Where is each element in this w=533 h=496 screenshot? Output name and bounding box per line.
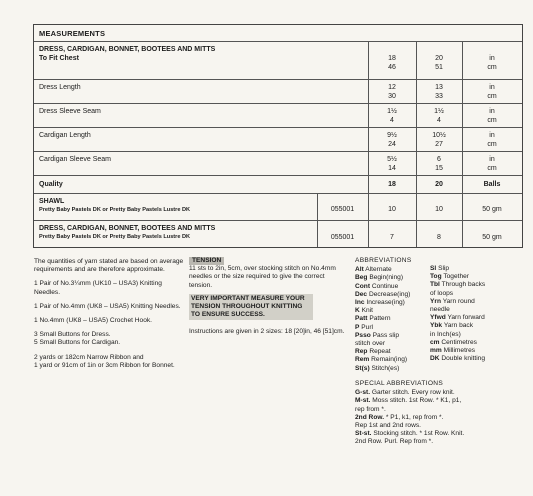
size1-in: 9½ — [387, 132, 397, 139]
size1-cm: 24 — [388, 141, 396, 148]
table-rule — [34, 151, 522, 152]
abbr-item: Tog Together — [430, 273, 469, 281]
size1-in: 18 — [388, 55, 396, 62]
abbr-item: Yfwd Yarn forward — [430, 314, 485, 322]
unit-cm: cm — [487, 165, 497, 172]
table-rule — [34, 103, 522, 104]
unit-cm: cm — [487, 117, 497, 124]
table-rule — [34, 193, 522, 194]
abbreviations-title: ABBREVIATIONS — [355, 257, 412, 264]
size2-cm: 51 — [435, 64, 443, 71]
dress-size1: 7 — [390, 234, 394, 241]
size1-in: 1½ — [387, 108, 397, 115]
abbr-item: cm Centimetres — [430, 338, 477, 346]
unit-in: in — [489, 156, 495, 163]
table-rule — [34, 175, 522, 176]
abbr-item: Ybk Yarn back — [430, 322, 474, 330]
quality-size1: 18 — [388, 181, 396, 188]
dress-unit: 50 gm — [482, 234, 502, 241]
abbr-item: Rep Repeat — [355, 348, 391, 356]
dress-code: 055001 — [330, 234, 355, 241]
shawl-size2: 10 — [435, 206, 443, 213]
abbr-item: DK Double knitting — [430, 355, 485, 363]
abbr-item: Yrn Yarn round — [430, 297, 475, 305]
dress-title: DRESS, CARDIGAN, BONNET, BOOTEES AND MITTS — [39, 225, 216, 232]
tension-text: 11 sts to 2in, 5cm, over stocking stitch on No.4mm needles or the size required to give the correct tension. — [189, 265, 336, 289]
buttons-cardigan: 5 Small Buttons for Cardigan. — [34, 339, 121, 347]
size1-cm: 46 — [388, 64, 396, 71]
abbr-item: of loops — [430, 289, 454, 297]
shawl-yarn: Pretty Baby Pastels DK or Pretty Baby Pastels Lustre DK — [39, 207, 191, 213]
unit-in: in — [489, 55, 495, 62]
table-rule — [34, 79, 522, 80]
size1-in: 5½ — [387, 156, 397, 163]
unit-cm: cm — [487, 93, 497, 100]
abbr-item: Cont Continue — [355, 282, 399, 290]
quality-unit: Balls — [483, 181, 501, 188]
size1-cm: 30 — [388, 93, 396, 100]
size2-in: 10½ — [432, 132, 446, 139]
abbr-item: Tbl Through backs — [430, 281, 486, 289]
abbr-item: P Purl — [355, 323, 373, 331]
tension-column — [189, 257, 347, 337]
ribbon-narrow: 2 yards or 182cm Narrow Ribbon and — [34, 353, 144, 361]
special-item: rep from *. — [355, 405, 386, 413]
size2-in: 6 — [437, 156, 441, 163]
shawl-title: SHAWL — [39, 198, 65, 205]
size2-cm: 33 — [435, 93, 443, 100]
materials-column — [34, 258, 184, 376]
abbr-item: needle — [430, 306, 450, 314]
abbr-item: Alt Alternate — [355, 266, 392, 274]
unit-in: in — [489, 132, 495, 139]
abbr-item: Rem Remain(ing) — [355, 356, 408, 364]
special-abbreviations — [355, 380, 527, 447]
dress-yarn: Pretty Baby Pastels DK or Pretty Baby Pastels Lustre DK — [39, 234, 191, 240]
size2-cm: 4 — [437, 117, 441, 124]
abbreviations-right — [430, 265, 530, 363]
crochet-hook: 1 No.4mm (UK8 – USA5) Crochet Hook. — [34, 317, 152, 325]
unit-cm: cm — [487, 141, 497, 148]
size1-in: 12 — [388, 84, 396, 91]
needles-small: 1 Pair of No.3¼mm (UK10 – USA3) Knitting Needles. — [34, 280, 162, 296]
special-item: St-st. Stocking stitch. * 1st Row. Knit. — [355, 430, 465, 438]
quality-label: Quality — [39, 181, 63, 188]
special-title: SPECIAL ABBREVIATIONS — [355, 380, 444, 387]
size1-cm: 4 — [390, 117, 394, 124]
unit-in: in — [489, 84, 495, 91]
tension-heading: TENSION — [189, 257, 224, 265]
unit-in: in — [489, 108, 495, 115]
special-item: G-st. Garter stitch. Every row knit. — [355, 389, 455, 397]
size2-cm: 15 — [435, 165, 443, 172]
ribbon-bonnet: 1 yard or 91cm of 1in or 3cm Ribbon for Bonnet. — [34, 361, 175, 369]
table-rule — [34, 220, 522, 221]
abbr-item: stitch over — [355, 340, 386, 348]
row-label: Cardigan Sleeve Seam — [39, 156, 111, 163]
row-label: Cardigan Length — [39, 132, 91, 139]
measurements-title: MEASUREMENTS — [39, 29, 106, 38]
buttons-dress: 3 Small Buttons for Dress. — [34, 331, 111, 339]
row-sublabel: To Fit Chest — [39, 55, 79, 62]
abbr-item: Sl Slip — [430, 265, 450, 272]
size1-cm: 14 — [388, 165, 396, 172]
row-label: Dress Sleeve Seam — [39, 108, 101, 115]
sizes-note: Instructions are given in 2 sizes: 18 [20]in, 46 [51]cm. — [189, 328, 345, 336]
table-rule — [34, 41, 522, 42]
abbreviations-left — [355, 257, 437, 373]
abbr-item: Dec Decrease(ing) — [355, 290, 411, 298]
size2-in: 13 — [435, 84, 443, 91]
abbr-item: Patt Pattern — [355, 315, 391, 323]
quality-size2: 20 — [435, 181, 443, 188]
unit-cm: cm — [487, 64, 497, 71]
tension-important: VERY IMPORTANT MEASURE YOUR TENSION THROUGHOUT KNITTING TO ENSURE SUCCESS. — [189, 294, 313, 321]
size2-in: 1½ — [434, 108, 444, 115]
size2-in: 20 — [435, 55, 443, 62]
abbr-item: St(s) Stitch(es) — [355, 364, 400, 372]
table-rule — [34, 127, 522, 128]
row-label: DRESS, CARDIGAN, BONNET, BOOTEES AND MITTS — [39, 46, 216, 53]
abbr-item: Inc Increase(ing) — [355, 299, 405, 307]
abbr-item: mm Millimetres — [430, 347, 476, 355]
yarn-note: The quantities of yarn stated are based on average requirements and are therefore approximate. — [34, 258, 184, 274]
abbr-item: Psso Pass slip — [355, 331, 399, 339]
special-item: Rep 1st and 2nd rows. — [355, 422, 421, 430]
special-item: 2nd Row. Purl. Rep from *. — [355, 438, 434, 446]
shawl-code: 055001 — [330, 206, 355, 213]
dress-size2: 8 — [437, 234, 441, 241]
abbr-item: Beg Begin(ning) — [355, 274, 404, 282]
measurements-table — [33, 24, 523, 248]
needles-large: 1 Pair of No.4mm (UK8 – USA5) Knitting Needles. — [34, 302, 181, 310]
abbr-item: in Inch(es) — [430, 330, 461, 338]
size2-cm: 27 — [435, 141, 443, 148]
abbr-item: K Knit — [355, 307, 373, 315]
special-item: M-st. Moss stitch. 1st Row. * K1, p1, — [355, 397, 462, 405]
row-label: Dress Length — [39, 84, 81, 91]
shawl-unit: 50 gm — [482, 206, 502, 213]
shawl-size1: 10 — [388, 206, 396, 213]
special-item: 2nd Row. * P1, k1, rep from *. — [355, 413, 444, 421]
